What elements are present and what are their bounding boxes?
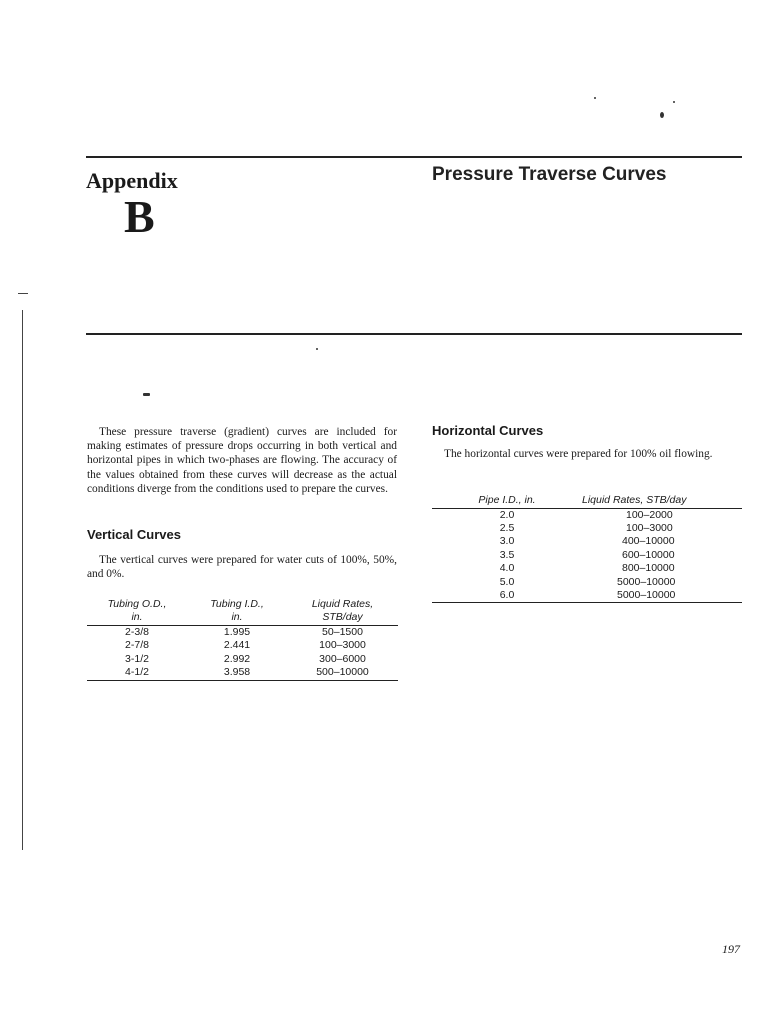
table-cell: 50–1500 <box>322 626 363 638</box>
table-cell: 2.992 <box>223 652 251 665</box>
table-cell: 2.0 <box>499 508 515 521</box>
vertical-curves-paragraph: The vertical curves were prepared for water cuts of 100%, 50%, and 0%. <box>87 554 397 581</box>
table-cell: 2-7/8 <box>125 639 149 652</box>
table-cell: 300–6000 <box>319 652 366 665</box>
horizontal-curves-heading: Horizontal Curves <box>432 423 544 438</box>
table-cell: 4-1/2 <box>125 666 149 679</box>
table-cell: 100–3000 <box>626 521 673 534</box>
appendix-letter: B <box>124 191 155 242</box>
scan-speck <box>673 101 675 103</box>
scan-speck <box>594 97 596 99</box>
table-cell: 5.0 <box>499 575 515 588</box>
table-cell: 100–3000 <box>319 639 366 652</box>
column-header: Liquid Rates, STB/day <box>582 494 687 506</box>
scan-speck <box>143 393 150 396</box>
column-header: Pipe I.D., in. <box>478 494 536 506</box>
table-header-row <box>87 598 398 626</box>
vertical-curves-table <box>87 598 398 681</box>
top-rule <box>86 156 742 158</box>
table-row <box>432 562 742 575</box>
column-header: Tubing O.D., in. <box>107 598 167 623</box>
table-cell: 600–10000 <box>622 548 675 561</box>
table-cell: 2.5 <box>499 521 515 534</box>
horizontal-curves-table <box>432 494 742 603</box>
table-cell: 2-3/8 <box>125 626 149 638</box>
table-cell: 100–2000 <box>626 508 673 521</box>
table-cell: 3-1/2 <box>125 652 149 665</box>
table-row <box>432 522 742 535</box>
table-cell: 6.0 <box>499 588 515 601</box>
table-cell: 3.958 <box>223 666 251 679</box>
scan-margin-line <box>22 310 23 850</box>
table-cell: 3.5 <box>499 548 515 561</box>
table-header-row <box>432 494 742 508</box>
table-cell: 5000–10000 <box>617 575 676 588</box>
table-row <box>432 589 742 603</box>
table-row <box>87 639 398 652</box>
table-cell: 400–10000 <box>622 535 675 548</box>
table-cell: 5000–10000 <box>617 588 676 601</box>
chapter-title: Pressure Traverse Curves <box>432 164 667 185</box>
scan-margin-mark <box>18 293 28 295</box>
column-header: Liquid Rates, STB/day <box>311 598 374 623</box>
column-header: Tubing I.D., in. <box>210 598 264 623</box>
table-cell: 800–10000 <box>622 562 675 575</box>
table-row <box>432 576 742 589</box>
intro-paragraph: These pressure traverse (gradient) curves are included for making estimates of pressure drops occurring in both vertical and horizontal pipes in which two-phases are flowing. The accuracy of the values obtained from these curves will decrease as the actual conditions diverge from the conditions used to prepare the curves. <box>87 426 397 495</box>
table-cell: 2.441 <box>223 639 251 652</box>
table-cell: 4.0 <box>499 562 515 575</box>
table-cell: 500–10000 <box>316 666 369 679</box>
horizontal-curves-paragraph: The horizontal curves were prepared for 100% oil flowing. <box>444 448 713 460</box>
table-row <box>87 626 398 640</box>
scan-speck <box>316 348 318 350</box>
vertical-curves-heading: Vertical Curves <box>87 527 181 542</box>
table-row <box>432 549 742 562</box>
appendix-label: Appendix <box>86 168 178 193</box>
table-row <box>432 508 742 522</box>
table-row <box>87 666 398 680</box>
table-row <box>432 535 742 548</box>
header-bottom-rule <box>86 333 742 335</box>
table-cell: 1.995 <box>223 626 251 638</box>
table-row <box>87 653 398 666</box>
table-cell: 3.0 <box>499 535 515 548</box>
page-number: 197 <box>722 942 740 956</box>
scan-speck <box>660 112 664 118</box>
